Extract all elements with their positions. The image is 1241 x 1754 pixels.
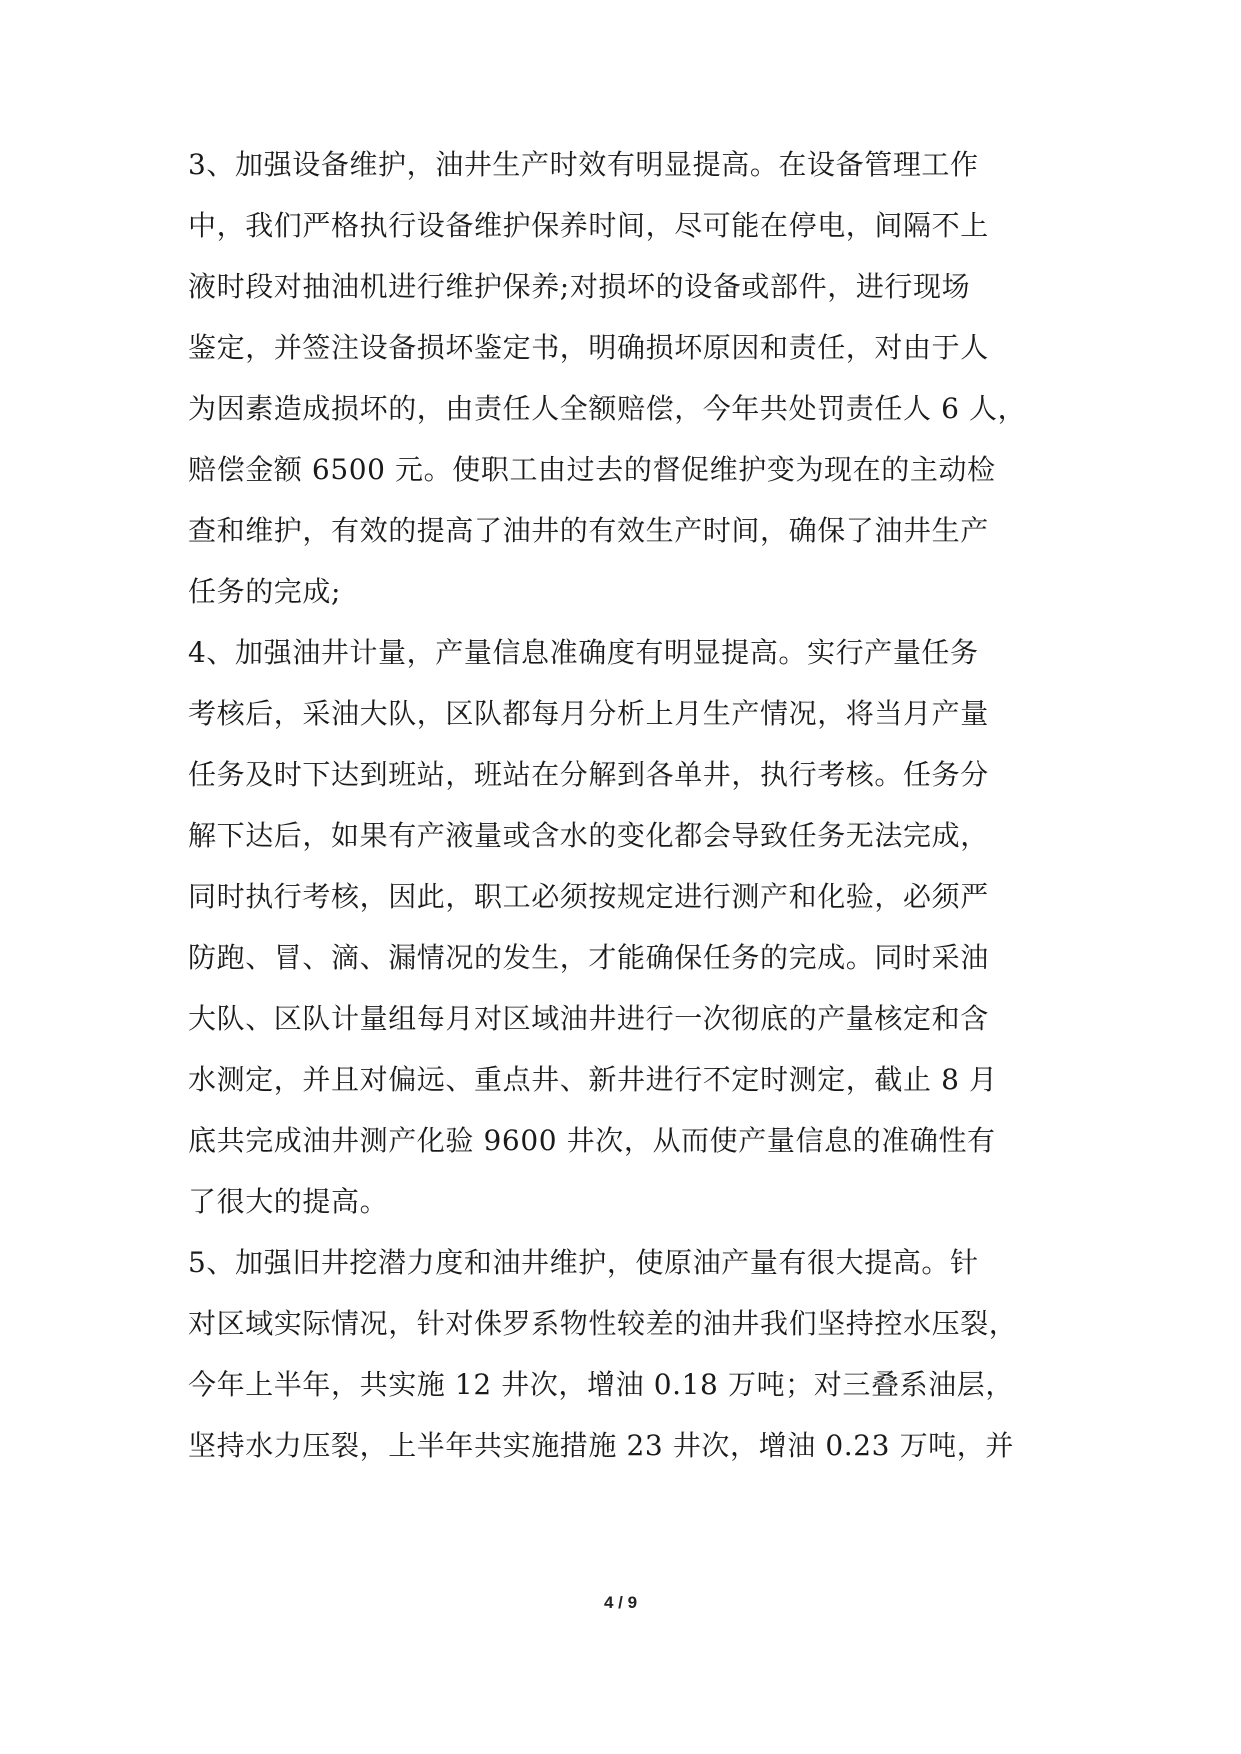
body-text-line: 了很大的提高。 xyxy=(188,1185,389,1218)
body-text-line: 考核后，采油大队，区队都每月分析上月生产情况，将当月产量 xyxy=(188,697,989,730)
body-text-line: 3、加强设备维护，油井生产时效有明显提高。在设备管理工作 xyxy=(188,148,979,181)
body-text-line: 赔偿金额 6500 元。使职工由过去的督促维护变为现在的主动检 xyxy=(188,453,996,486)
body-text-line: 中，我们严格执行设备维护保养时间，尽可能在停电，间隔不上 xyxy=(188,209,989,242)
body-text-line: 4、加强油井计量，产量信息准确度有明显提高。实行产量任务 xyxy=(188,636,979,669)
body-text-line: 今年上半年，共实施 12 井次，增油 0.18 万吨；对三叠系油层， xyxy=(188,1368,1014,1401)
body-text-line: 水测定，并且对偏远、重点井、新井进行不定时测定，截止 8 月 xyxy=(188,1063,998,1096)
body-text-line: 坚持水力压裂，上半年共实施措施 23 井次，增油 0.23 万吨，并 xyxy=(188,1429,1014,1462)
body-text-line: 任务及时下达到班站，班站在分解到各单井，执行考核。任务分 xyxy=(188,758,989,791)
body-text-line: 为因素造成损坏的，由责任人全额赔偿，今年共处罚责任人 6 人， xyxy=(188,392,1027,425)
body-text-line: 查和维护，有效的提高了油井的有效生产时间，确保了油井生产 xyxy=(188,514,989,547)
page-number: 4 / 9 xyxy=(603,1593,638,1612)
body-text-line: 任务的完成; xyxy=(188,575,342,608)
body-text-line: 鉴定，并签注设备损坏鉴定书，明确损坏原因和责任，对由于人 xyxy=(188,331,989,364)
body-text-line: 5、加强旧井挖潜力度和油井维护，使原油产量有很大提高。针 xyxy=(188,1246,979,1279)
body-text-line: 底共完成油井测产化验 9600 井次，从而使产量信息的准确性有 xyxy=(188,1124,996,1157)
body-text-line: 解下达后，如果有产液量或含水的变化都会导致任务无法完成， xyxy=(188,819,989,852)
body-text-line: 液时段对抽油机进行维护保养;对损坏的设备或部件，进行现场 xyxy=(188,270,971,303)
body-text-line: 防跑、冒、滴、漏情况的发生，才能确保任务的完成。同时采油 xyxy=(188,941,989,974)
body-text-line: 同时执行考核，因此，职工必须按规定进行测产和化验，必须严 xyxy=(188,880,989,913)
body-text-line: 对区域实际情况，针对侏罗系物性较差的油井我们坚持控水压裂， xyxy=(188,1307,1018,1340)
body-text-line: 大队、区队计量组每月对区域油井进行一次彻底的产量核定和含 xyxy=(188,1002,989,1035)
